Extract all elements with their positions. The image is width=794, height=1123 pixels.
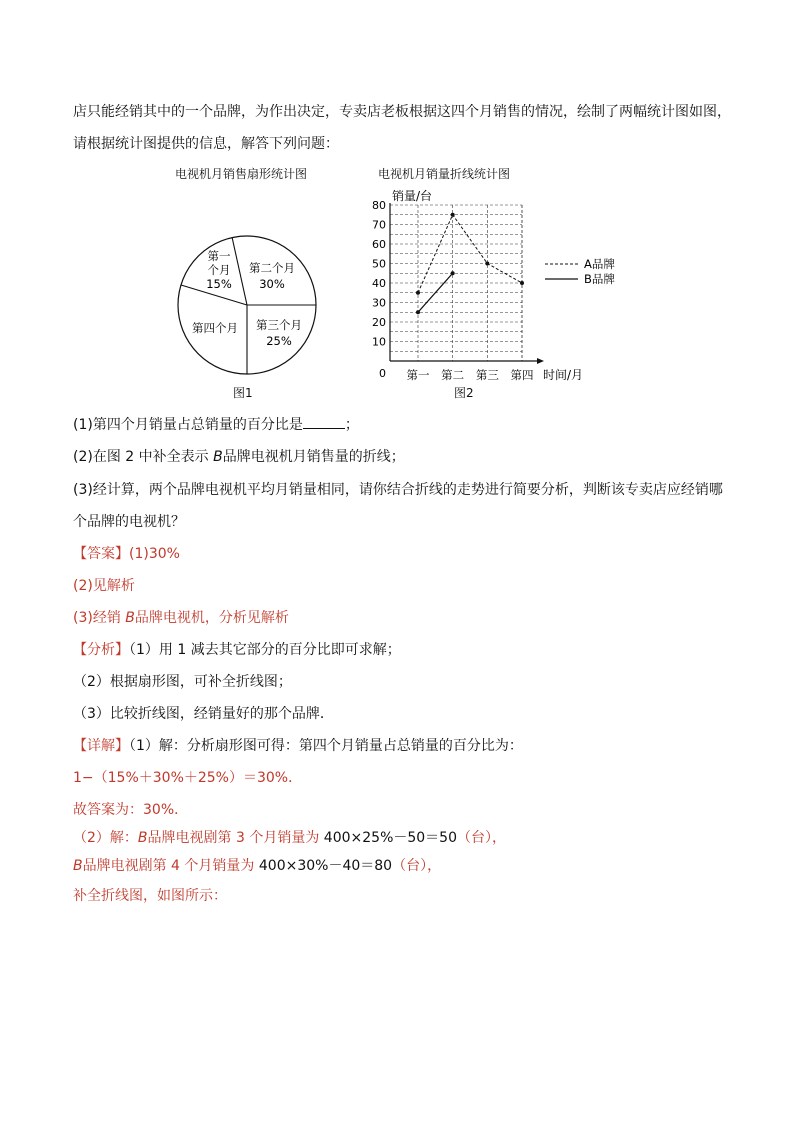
y-tick-label: 20 (372, 316, 386, 329)
y-tick-label: 30 (372, 296, 386, 310)
answer-line-2: (2)见解析 (73, 578, 135, 594)
slice1-label-3: 15% (206, 277, 232, 291)
question-2-text-a: (2)在图 2 中补全表示 (73, 449, 214, 465)
question-1-text: (1)第四个月销量占总销量的百分比是 (73, 417, 303, 433)
answer-line-3 (73, 609, 289, 627)
detail-1: （1）解：分析扇形图可得：第四个月销量占总销量的百分比为： (129, 738, 523, 754)
detail-line-3: 故答案为：30%． (73, 802, 189, 818)
question-1-end: ； (344, 417, 359, 433)
x-tick-label: 第四 (510, 368, 534, 382)
data-point (451, 271, 455, 275)
analysis-line-3: （3）比较折线图，经销量好的那个品牌． (73, 706, 334, 722)
intro-line-2: 请根据统计图提供的信息，解答下列问题： (73, 136, 339, 152)
y-tick-label: 60 (372, 238, 386, 251)
detail-line-1 (73, 737, 523, 755)
analysis-line-2: （2）根据扇形图，可补全折线图； (73, 674, 292, 690)
x-tick-label: 第二 (441, 368, 465, 382)
data-point (485, 262, 489, 266)
figure1-title: 电视机月销售扇形统计图 (175, 167, 308, 181)
answer-tag: 【答案】 (73, 546, 129, 562)
question-3-line-2: 个品牌的电视机？ (73, 514, 185, 530)
detail-4-formula: 400×25%－50＝50 (323, 830, 457, 846)
y-axis-label: 销量/台 (392, 189, 433, 203)
answer-1: (1)30% (129, 546, 180, 562)
slice1-label-2: 个月 (207, 263, 231, 277)
x-axis-arrow (537, 358, 544, 364)
slice3-label-1: 第三个月 (256, 318, 302, 332)
detail-line-5 (73, 857, 441, 875)
analysis-1: （1）用 1 减去其它部分的百分比即可求解； (129, 642, 401, 658)
y-tick-label: 80 (372, 199, 386, 212)
slice3-label-2: 25% (266, 334, 292, 348)
question-3-line-1: (3)经计算，两个品牌电视机平均月销量相同，请你结合折线的走势进行简要分析，判断该专卖店应经销哪 (73, 482, 723, 498)
detail-5-var: B (73, 858, 83, 874)
x-tick-label: 第一 (406, 368, 430, 382)
detail-4-e: （台）， (457, 830, 506, 846)
detail-tag: 【详解】 (73, 738, 129, 754)
line-chart (360, 185, 630, 385)
detail-5-b: 品牌电视剧第 4 个月销量为 (82, 858, 259, 874)
chart-grid (390, 205, 522, 361)
question-1 (73, 416, 359, 434)
y-tick-label: 10 (372, 335, 386, 349)
detail-4-a: （2）解： (73, 830, 138, 846)
y-tick-label: 70 (372, 218, 386, 232)
x-axis-label: 时间/月 (543, 368, 584, 382)
detail-line-4 (73, 829, 506, 847)
analysis-tag: 【分析】 (73, 642, 129, 658)
figure2-caption: 图2 (454, 386, 474, 400)
legend-b-label: B品牌 (584, 272, 615, 286)
analysis-line-1 (73, 641, 401, 659)
intro-line-1: 店只能经销其中的一个品牌，为作出决定，专卖店老板根据这四个月销售的情况，绘制了两幅统计图如图， (73, 104, 731, 120)
data-point (451, 213, 455, 217)
slice1-label-1: 第一 (207, 249, 231, 263)
slice2-label-2: 30% (259, 277, 285, 291)
data-point (416, 291, 420, 295)
question-2-text-b: 品牌电视机月销售量的折线； (222, 449, 405, 465)
y-tick-label: 50 (372, 257, 386, 271)
figure2-title: 电视机月销量折线统计图 (378, 167, 511, 181)
legend-a-label: A品牌 (584, 257, 615, 271)
detail-line-6: 补全折线图，如图所示： (73, 888, 227, 904)
x-tick-label: 第三 (475, 368, 499, 382)
detail-5-d: （台）， (392, 858, 442, 874)
question-2 (73, 448, 405, 466)
detail-4-var: B (137, 830, 148, 846)
answer-line-1 (73, 545, 180, 563)
detail-5-formula: 400×30%－40＝80 (258, 858, 393, 874)
pie-chart (175, 233, 325, 383)
y-tick-label: 40 (372, 277, 386, 290)
detail-4-c: 品牌电视剧第 3 个月销量为 (147, 830, 324, 846)
data-point (416, 310, 420, 314)
answer-3-var: B (125, 610, 135, 626)
origin-label: 0 (379, 367, 386, 380)
data-point (520, 281, 524, 285)
answer-3-c: 品牌电视机，分析见解析 (134, 610, 289, 626)
slice4-label-1: 第四个月 (192, 321, 238, 335)
figure1-caption: 图1 (233, 386, 253, 400)
answer-3-a: (3)经销 (73, 610, 126, 626)
question-2-var: B (213, 449, 223, 465)
answer-blank (303, 416, 345, 429)
slice2-label-1: 第二个月 (249, 261, 295, 275)
detail-line-2: 1−（15%＋30%＋25%）＝30%． (73, 770, 303, 786)
